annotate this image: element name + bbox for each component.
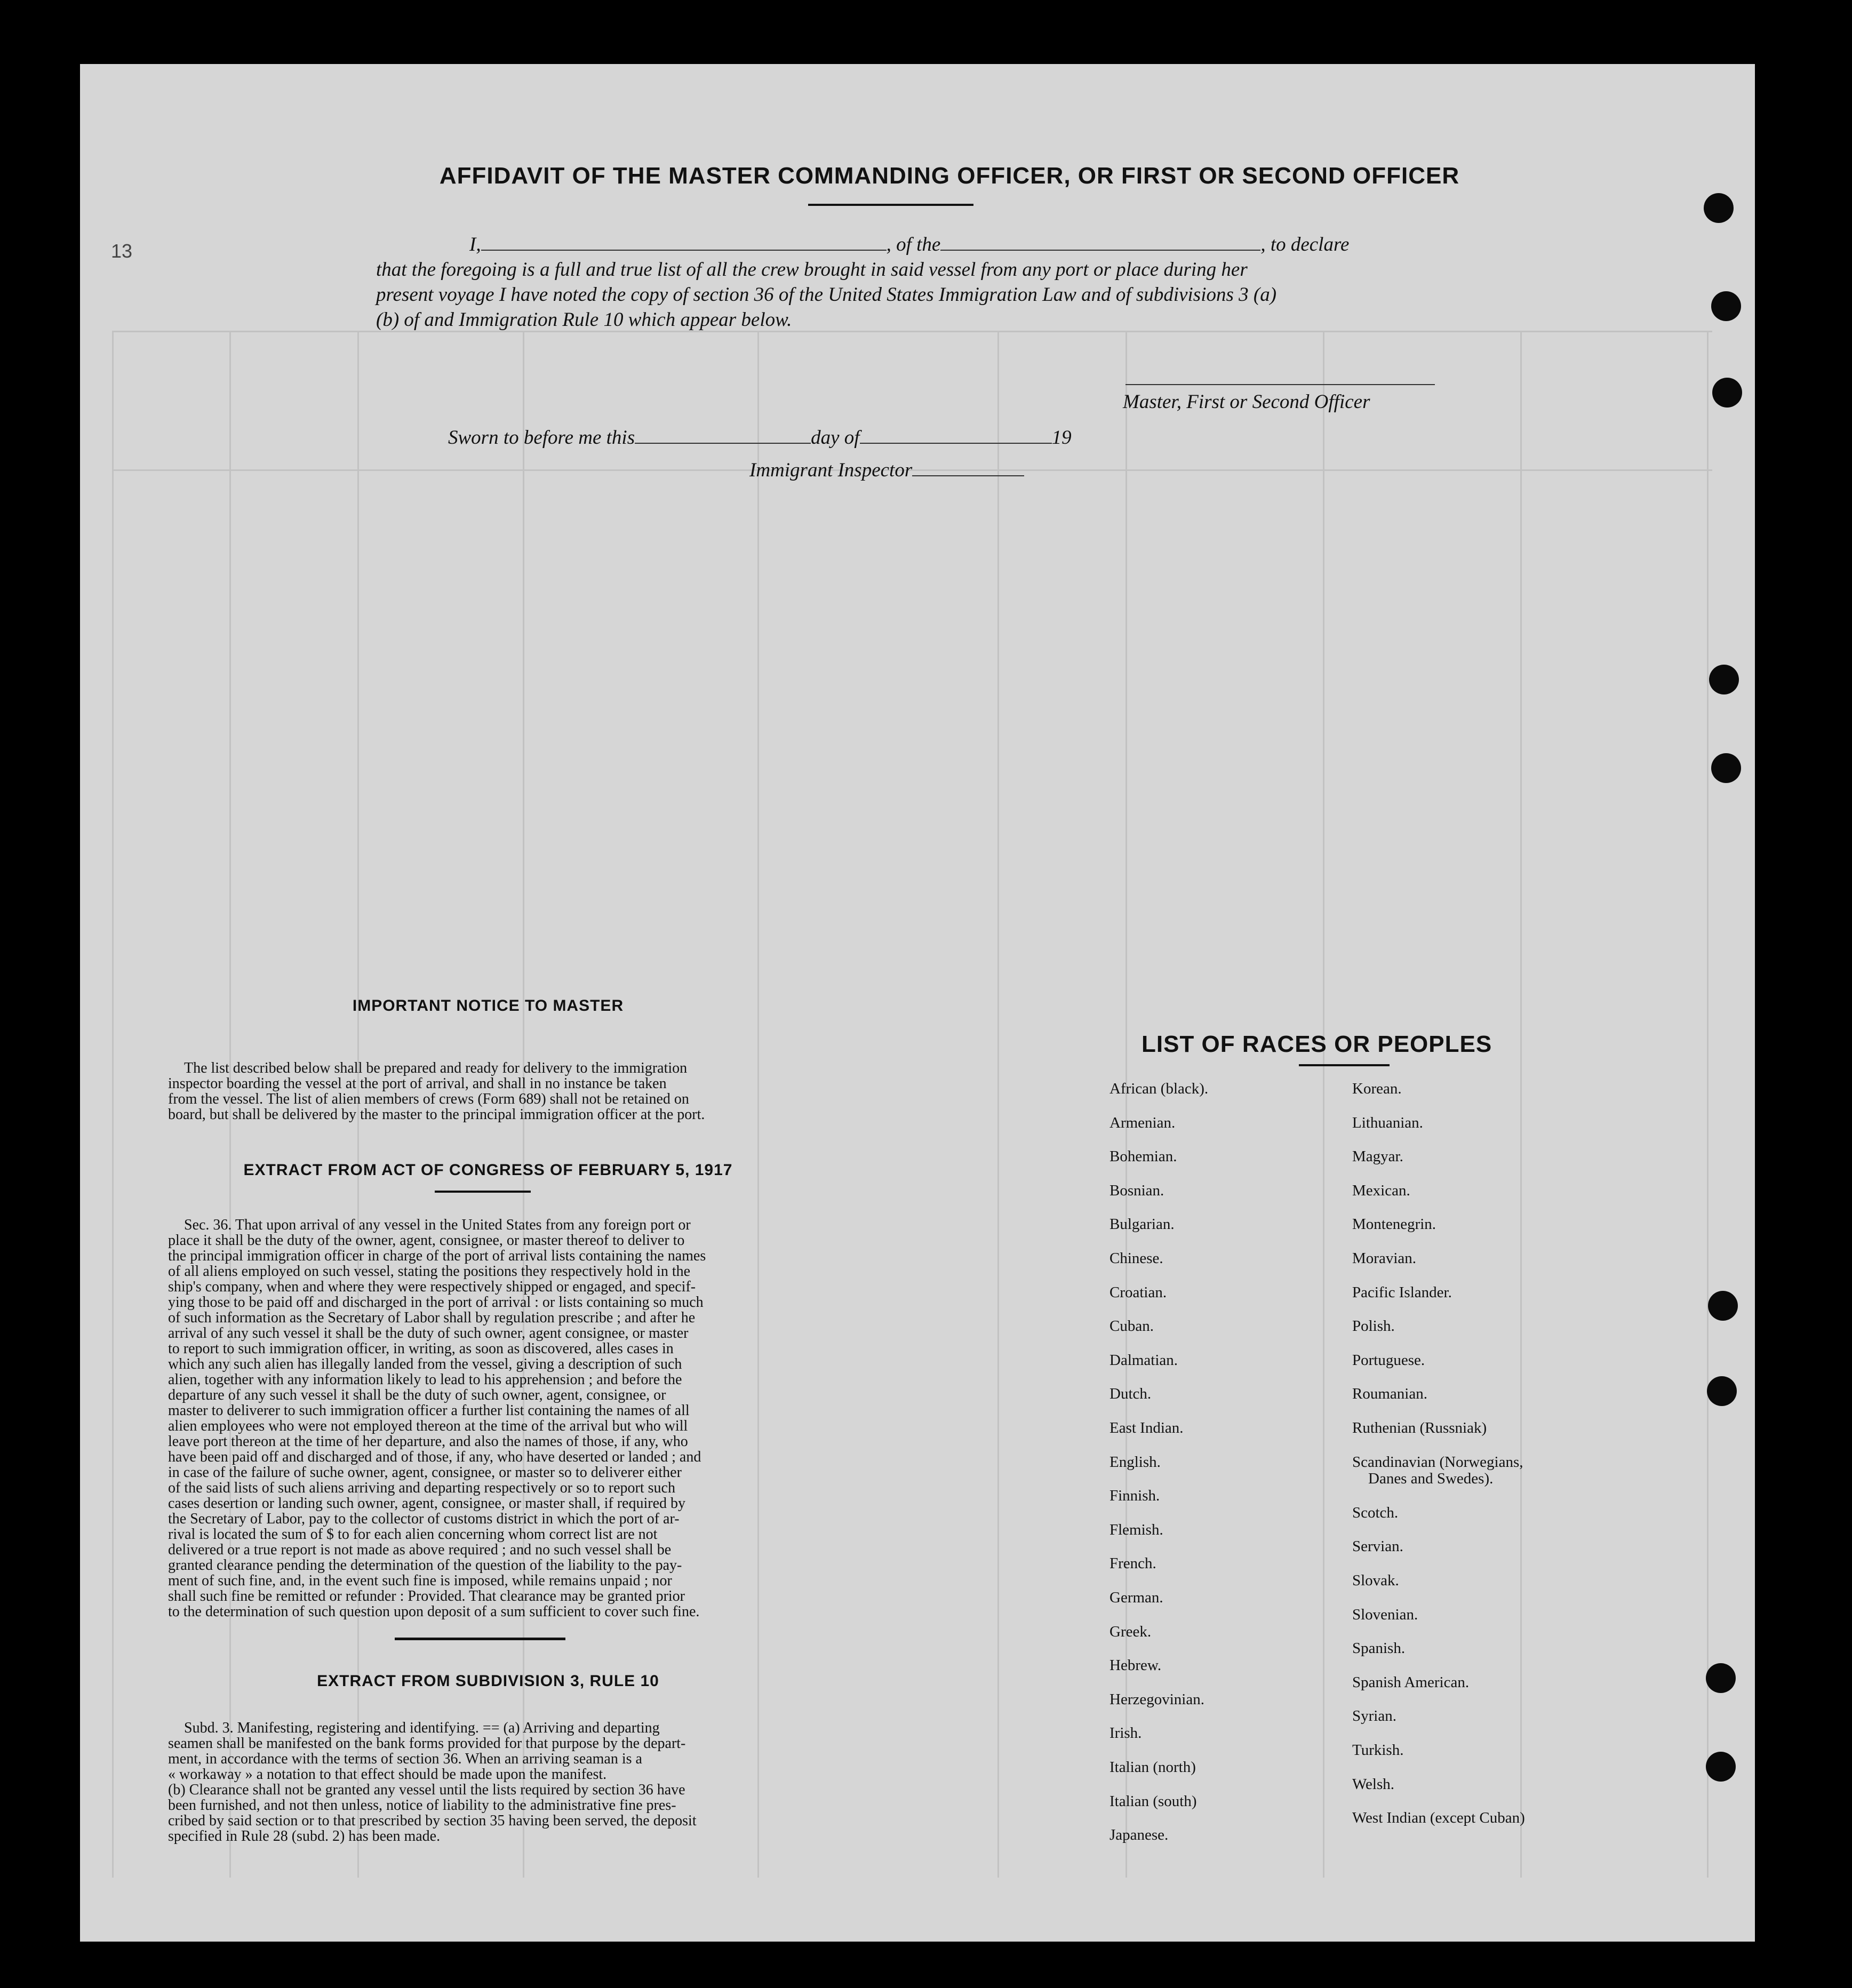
race-item: Chinese.	[1109, 1250, 1163, 1267]
punch-hole	[1711, 753, 1741, 783]
race-item: West Indian (except Cuban)	[1352, 1809, 1525, 1827]
race-item: Dutch.	[1109, 1385, 1152, 1403]
race-item: Cuban.	[1109, 1318, 1154, 1335]
race-item: Polish.	[1352, 1318, 1395, 1335]
day-of-label: day of	[811, 427, 860, 449]
inspector-label: Immigrant Inspector	[749, 459, 913, 481]
race-item: East Indian.	[1109, 1419, 1184, 1436]
race-item: Irish.	[1109, 1724, 1142, 1742]
text-line: the principal immigration officer in charge of the port of arrival lists containing the names	[168, 1248, 706, 1264]
text-line: Subd. 3. Manifesting, registering and identifying. == (a) Arriving and departing	[184, 1720, 660, 1736]
month-blank	[860, 443, 1052, 444]
text-line: granted clearance pending the determination of the question of the liability to the pay-	[168, 1557, 682, 1574]
race-item: English.	[1109, 1453, 1161, 1471]
text-line: cases desertion or landing such owner, agent, consignee, or master shall, if required by	[168, 1495, 686, 1512]
text-line: of all aliens employed on such vessel, stating the positions they respectively hold in the	[168, 1263, 691, 1280]
punch-hole	[1706, 1663, 1736, 1693]
text-line: of such information as the Secretary of Labor shall by regulation prescribe ; and after he	[168, 1310, 696, 1326]
race-item: Portuguese.	[1352, 1351, 1425, 1369]
text-line: seamen shall be manifested on the bank forms provided for that purpose by the depart-	[168, 1735, 686, 1752]
race-item: Servian.	[1352, 1538, 1403, 1555]
affidavit-line4: (b) of and Immigration Rule 10 which appear below.	[376, 309, 792, 331]
text-line: to report to such immigration officer, in writing, as soon as discovered, alles cases in	[168, 1340, 674, 1357]
text-line: cribed by said section or to that prescribed by section 35 having been served, the deposit	[168, 1813, 697, 1829]
race-item: Moravian.	[1352, 1250, 1416, 1267]
punch-hole	[1707, 1376, 1737, 1406]
act-title: EXTRACT FROM ACT OF CONGRESS OF FEBRUARY 5, 1917	[243, 1161, 733, 1179]
punch-hole	[1711, 291, 1741, 321]
text-line: alien, together with any information likely to lead to his apprehension ; and before the	[168, 1371, 682, 1388]
race-item: Korean.	[1352, 1080, 1402, 1097]
race-item: German.	[1109, 1589, 1163, 1606]
race-item: Pacific Islander.	[1352, 1283, 1452, 1301]
punch-hole	[1706, 1752, 1736, 1782]
race-item: Flemish.	[1109, 1521, 1163, 1538]
race-item: Roumanian.	[1352, 1385, 1427, 1403]
margin-mark: 13	[111, 240, 133, 262]
races-rule	[1299, 1064, 1390, 1066]
text-line: place it shall be the duty of the owner, agent, consignee, or master thereof to deliver to	[168, 1232, 685, 1249]
race-item: Greek.	[1109, 1623, 1152, 1640]
race-item: Croatian.	[1109, 1283, 1167, 1301]
affidavit-title: AFFIDAVIT OF THE MASTER COMMANDING OFFICER, OR FIRST OR SECOND OFFICER	[439, 163, 1460, 189]
text-line: alien employees who were not employed thereon at the time of the arrival but who will	[168, 1418, 688, 1434]
vessel-blank	[940, 250, 1260, 251]
race-item: Italian (north)	[1109, 1759, 1196, 1776]
race-item: Danes and Swedes).	[1368, 1470, 1494, 1488]
rule-body	[168, 1720, 813, 1844]
text-line: ment, in accordance with the terms of section 36. When an arriving seaman is a	[168, 1751, 642, 1767]
inspector-line	[749, 458, 1024, 483]
race-item: Finnish.	[1109, 1487, 1160, 1505]
text-line: ship's company, when and where they were respectively shipped or engaged, and specif-	[168, 1279, 696, 1295]
notice-body	[168, 1060, 813, 1122]
to-declare-label: , to declare	[1260, 234, 1350, 256]
race-item: Bohemian.	[1109, 1148, 1177, 1165]
races-title: LIST OF RACES OR PEOPLES	[1141, 1031, 1492, 1057]
text-line: ment of such fine, and, in the event such fine is imposed, while remains unpaid ; nor	[168, 1572, 672, 1589]
text-line: delivered or a true report is not made as above required ; and no such vessel shall be	[168, 1542, 672, 1558]
text-line: specified in Rule 28 (subd. 2) has been made.	[168, 1828, 441, 1845]
rule-title: EXTRACT FROM SUBDIVISION 3, RULE 10	[317, 1672, 659, 1690]
race-item: Turkish.	[1352, 1742, 1404, 1759]
race-item: French.	[1109, 1555, 1156, 1572]
punch-hole	[1712, 378, 1742, 408]
text-line: have been paid off and discharged and of those, if any, who have deserted or landed ; and	[168, 1449, 701, 1465]
sworn-day-blank	[635, 443, 811, 444]
race-item: Mexican.	[1352, 1181, 1410, 1199]
race-item: Lithuanian.	[1352, 1114, 1423, 1131]
race-item: Hebrew.	[1109, 1657, 1162, 1674]
inspector-blank	[912, 475, 1024, 476]
sworn-line	[448, 425, 1072, 450]
text-line: departure of any such vessel it shall be the duty of such owner, agent, consignee, or	[168, 1387, 666, 1403]
race-item: Spanish.	[1352, 1640, 1406, 1657]
race-item: Montenegrin.	[1352, 1216, 1436, 1233]
name-blank	[481, 250, 887, 251]
race-item: Herzegovinian.	[1109, 1690, 1204, 1708]
text-line: arrival of any such vessel it shall be the duty of such owner, agent consignee, or master	[168, 1325, 689, 1342]
punch-hole	[1708, 1291, 1738, 1321]
text-line: which any such alien has illegally landed from the vessel, giving a description of such	[168, 1356, 682, 1372]
affidavit-line1	[389, 232, 1467, 257]
text-line: « workaway » a notation to that effect should be made upon the manifest.	[168, 1766, 607, 1783]
race-item: Magyar.	[1352, 1148, 1403, 1165]
act-rule	[435, 1191, 531, 1193]
notice-line: from the vessel. The list of alien members of crews (Form 689) shall not be retained on	[168, 1091, 689, 1107]
section-divider	[395, 1638, 565, 1640]
text-line: to the determination of such question upon deposit of a sum sufficient to cover such fine.	[168, 1603, 700, 1620]
affidavit-line3: present voyage I have noted the copy of section 36 of the United States Immigration Law and of subdivisions 3 (a)	[376, 284, 1277, 306]
race-item: Bosnian.	[1109, 1181, 1164, 1199]
race-item: Scotch.	[1352, 1504, 1399, 1521]
text-line: (b) Clearance shall not be granted any vessel until the lists required by section 36 have	[168, 1782, 685, 1798]
notice-line: The list described below shall be prepared and ready for delivery to the immigration	[184, 1060, 688, 1076]
notice-title: IMPORTANT NOTICE TO MASTER	[352, 997, 624, 1015]
text-line: been furnished, and not then unless, notice of liability to the administrative fine pres-	[168, 1797, 676, 1814]
punch-hole	[1709, 665, 1739, 694]
text-line: shall such fine be remitted or refunder : Provided. That clearance may be granted prior	[168, 1588, 685, 1604]
text-line: rival is located the sum of $ to for each alien concerning whom correct list are not	[168, 1526, 658, 1543]
race-item: Welsh.	[1352, 1775, 1395, 1793]
master-signature-blank	[1125, 384, 1435, 385]
of-the-label: , of the	[886, 234, 941, 256]
race-item: Syrian.	[1352, 1707, 1396, 1725]
race-item: Japanese.	[1109, 1826, 1169, 1844]
race-item: African (black).	[1109, 1080, 1209, 1097]
text-line: the Secretary of Labor, pay to the collector of customs district in which the port of ar-	[168, 1511, 680, 1527]
race-item: Slovak.	[1352, 1572, 1399, 1589]
race-item: Bulgarian.	[1109, 1216, 1175, 1233]
text-line: Sec. 36. That upon arrival of any vessel in the United States from any foreign port or	[184, 1217, 691, 1233]
text-line: of the said lists of such aliens arriving and departing respectively or so to report such	[168, 1480, 675, 1496]
text-line: in case of the failure of suche owner, agent, consignee, or master so to deliverer either	[168, 1464, 682, 1481]
race-item: Ruthenian (Russniak)	[1352, 1419, 1487, 1436]
affidavit-line2: that the foregoing is a full and true list of all the crew brought in said vessel from any port or place during her	[376, 259, 1248, 281]
title-rule	[808, 204, 973, 206]
text-line: leave port thereon at the time of her departure, and also the names of those, if any, who	[168, 1433, 688, 1450]
act-body	[168, 1217, 813, 1619]
race-item: Spanish American.	[1352, 1673, 1470, 1691]
race-item: Slovenian.	[1352, 1606, 1418, 1623]
master-label: Master, First or Second Officer	[1123, 391, 1370, 413]
punch-hole	[1704, 193, 1734, 223]
form-page	[80, 64, 1755, 1942]
race-item: Italian (south)	[1109, 1792, 1197, 1810]
race-item: Scandinavian (Norwegians,	[1352, 1453, 1523, 1471]
notice-line: inspector boarding the vessel at the port of arrival, and shall in no instance be taken	[168, 1075, 667, 1092]
race-item: Armenian.	[1109, 1114, 1176, 1131]
text-line: ying those to be paid off and discharged in the port of arrival : or lists containing so much	[168, 1294, 704, 1311]
i-label: I,	[469, 234, 481, 256]
sworn-label: Sworn to before me this	[448, 427, 635, 449]
text-line: master to deliverer to such immigration officer a further list containing the names of all	[168, 1402, 690, 1419]
year-prefix: 19	[1051, 427, 1072, 449]
race-item: Dalmatian.	[1109, 1351, 1178, 1369]
notice-line: board, but shall be delivered by the master to the principal immigration officer at the port.	[168, 1106, 705, 1123]
